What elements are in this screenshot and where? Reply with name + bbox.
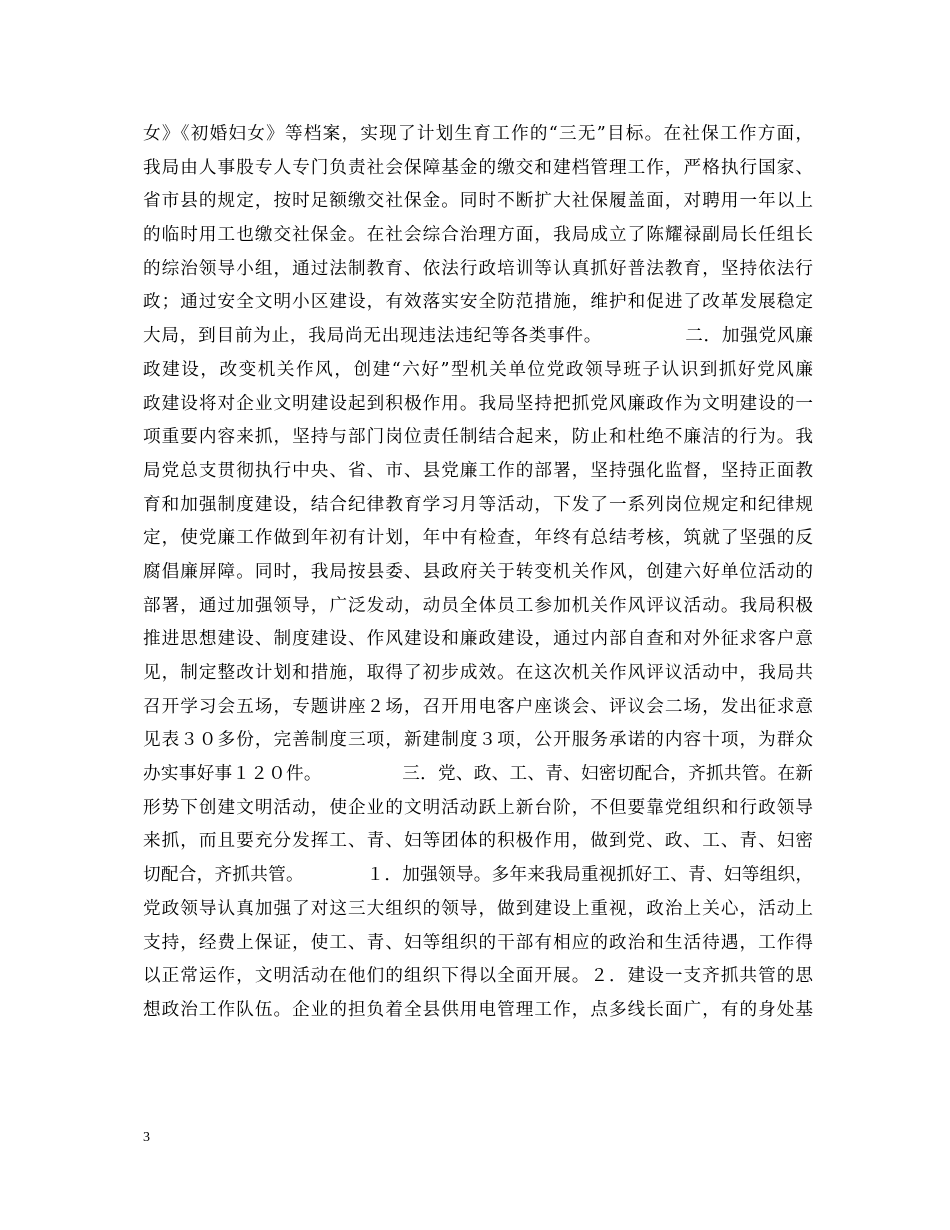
text-line: 的综治领导小组，通过法制教育、依法行政培训等认真抓好普法教育，坚持依法行 bbox=[143, 258, 815, 279]
page-number: 3 bbox=[143, 1130, 150, 1145]
text-line: 我局由人事股专人专门负责社会保障基金的缴交和建档管理工作，严格执行国家、 bbox=[143, 157, 815, 178]
text-line: 省市县的规定，按时足额缴交社保金。同时不断扩大社保履盖面，对聘用一年以上 bbox=[143, 191, 815, 212]
text-line: 见表３０多份，完善制度三项，新建制度３项，公开服务承诺的内容十项，为群众 bbox=[143, 730, 815, 751]
text-line: 政；通过安全文明小区建设，有效落实安全防范措施，维护和促进了改革发展稳定 bbox=[143, 292, 815, 313]
text-line: 腐倡廉屏障。同时，我局按县委、县政府关于转变机关作风，创建六好单位活动的 bbox=[143, 561, 815, 582]
text-line: 形势下创建文明活动，使企业的文明活动跃上新台阶，不但要靠党组织和行政领导 bbox=[143, 797, 815, 818]
text-line: 见，制定整改计划和措施，取得了初步成效。在这次机关作风评议活动中，我局共 bbox=[143, 663, 815, 683]
text-line: 局党总支贯彻执行中央、省、市、县党廉工作的部署，坚持强化监督，坚持正面教 bbox=[143, 460, 815, 481]
text-line: 来抓，而且要充分发挥工、青、妇等团体的积极作用，做到党、政、工、青、妇密 bbox=[143, 831, 815, 852]
text-line: 召开学习会五场，专题讲座２场，召开用电客户座谈会、评议会二场，发出征求意 bbox=[143, 696, 815, 717]
text-line: 的临时用工也缴交社保金。在社会综合治理方面，我局成立了陈耀禄副局长任组长 bbox=[143, 225, 815, 246]
text-line: 女》《初婚妇女》等档案，实现了计划生育工作的“三无”目标。在社保工作方面， bbox=[143, 124, 815, 144]
text-line: 项重要内容来抓，坚持与部门岗位责任制结合起来，防止和杜绝不廉洁的行为。我 bbox=[143, 427, 815, 448]
text-line: 定，使党廉工作做到年初有计划，年中有检查，年终有总结考核，筑就了坚强的反 bbox=[143, 528, 815, 549]
text-line: 支持，经费上保证，使工、青、妇等组织的干部有相应的政治和生活待遇，工作得 bbox=[143, 932, 815, 953]
text-line: 想政治工作队伍。企业的担负着全县供用电管理工作，点多线长面广，有的身处基 bbox=[143, 999, 815, 1020]
body-text bbox=[143, 118, 813, 1028]
text-line: 以正常运作，文明活动在他们的组织下得以全面开展。２．建设一支齐抓共管的思 bbox=[143, 966, 815, 987]
text-line: 政建设，改变机关作风，创建“六好”型机关单位党政领导班子认识到抓好党风廉 bbox=[143, 359, 815, 380]
text-line: 切配合，齐抓共管。 １．加强领导。多年来我局重视抓好工、青、妇等组织， bbox=[143, 865, 814, 886]
text-line: 推进思想建设、制度建设、作风建设和廉政建设，通过内部自查和对外征求客户意 bbox=[143, 629, 815, 650]
text-line: 部署，通过加强领导，广泛发动，动员全体员工参加机关作风评议活动。我局积极 bbox=[143, 595, 815, 616]
text-line: 育和加强制度建设，结合纪律教育学习月等活动，下发了一系列岗位规定和纪律规 bbox=[143, 494, 815, 515]
text-line: 大局，到目前为止，我局尚无出现违法违纪等各类事件。 二．加强党风廉 bbox=[143, 326, 814, 347]
text-line: 办实事好事１２０件。 三．党、政、工、青、妇密切配合，齐抓共管。在新 bbox=[143, 764, 814, 785]
text-line: 政建设将对企业文明建设起到积极作用。我局坚持把抓党风廉政作为文明建设的一 bbox=[143, 393, 815, 414]
text-line: 党政领导认真加强了对这三大组织的领导，做到建设上重视，政治上关心，活动上 bbox=[143, 898, 815, 919]
